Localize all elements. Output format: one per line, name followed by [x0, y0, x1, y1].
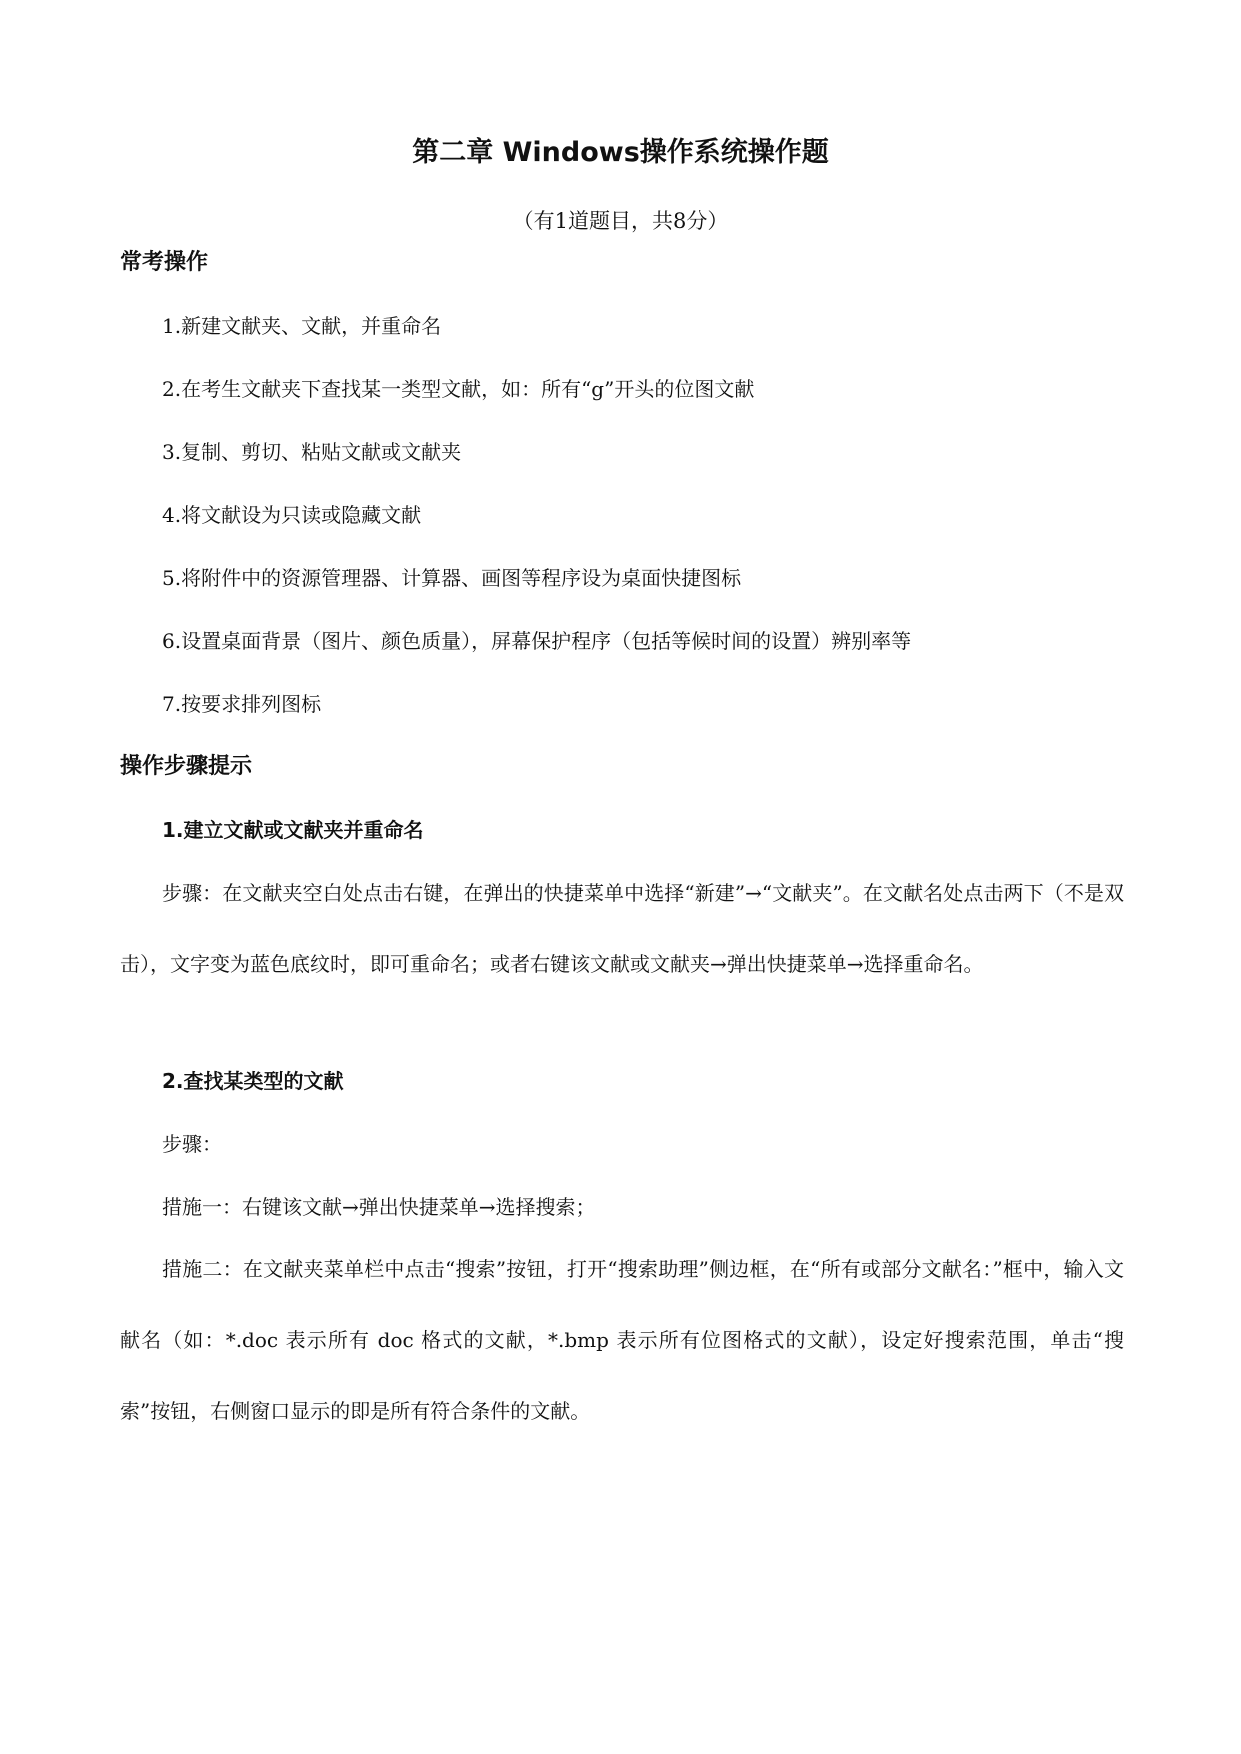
list-item: 6.设置桌面背景（图片、颜色质量），屏幕保护程序（包括等候时间的设置）辨别率等 — [162, 629, 912, 653]
section-heading-common-operations: 常考操作 — [120, 250, 209, 275]
list-item: 4.将文献设为只读或隐藏文献 — [162, 503, 422, 527]
chapter-title: 第二章 Windows操作系统操作题 — [412, 137, 829, 168]
step1-paragraph: 步骤：在文献夹空白处点击右键，在弹出的快捷菜单中选择“新建”→“文献夹”。在文献名处点击两下（不是双击），文字变为蓝色底纹时，即可重命名；或者右键该文献或文献夹→弹出快捷菜单→选择重命名。 — [120, 881, 1124, 976]
step2-label: 步骤： — [162, 1132, 222, 1156]
list-item: 5.将附件中的资源管理器、计算器、画图等程序设为桌面快捷图标 — [162, 566, 742, 590]
list-item: 2.在考生文献夹下查找某一类型文献，如：所有“g”开头的位图文献 — [162, 377, 755, 401]
step2-method1: 措施一：右键该文献→弹出快捷菜单→选择搜索； — [162, 1195, 596, 1219]
step1-subheading: 1.建立文献或文献夹并重命名 — [162, 818, 424, 842]
section-heading-operation-steps: 操作步骤提示 — [120, 754, 253, 779]
step2-method2: 措施二：在文献夹菜单栏中点击“搜索”按钮，打开“搜索助理”侧边框，在“所有或部分文献名：”框中，输入文献名（如：*.doc 表示所有 doc 格式的文献，*.bmp 表示所有位图格式的文献），设定好搜索范围，单击“搜索”按钮，右侧窗口显示的即是所有符合条件的文献。 — [120, 1257, 1124, 1423]
chapter-subtitle: （有1道题目，共8分） — [512, 209, 729, 233]
step2-subheading: 2.查找某类型的文献 — [162, 1069, 344, 1093]
list-item: 3.复制、剪切、粘贴文献或文献夹 — [162, 440, 462, 464]
list-item: 7.按要求排列图标 — [162, 692, 322, 716]
list-item: 1.新建文献夹、文献，并重命名 — [162, 314, 442, 338]
